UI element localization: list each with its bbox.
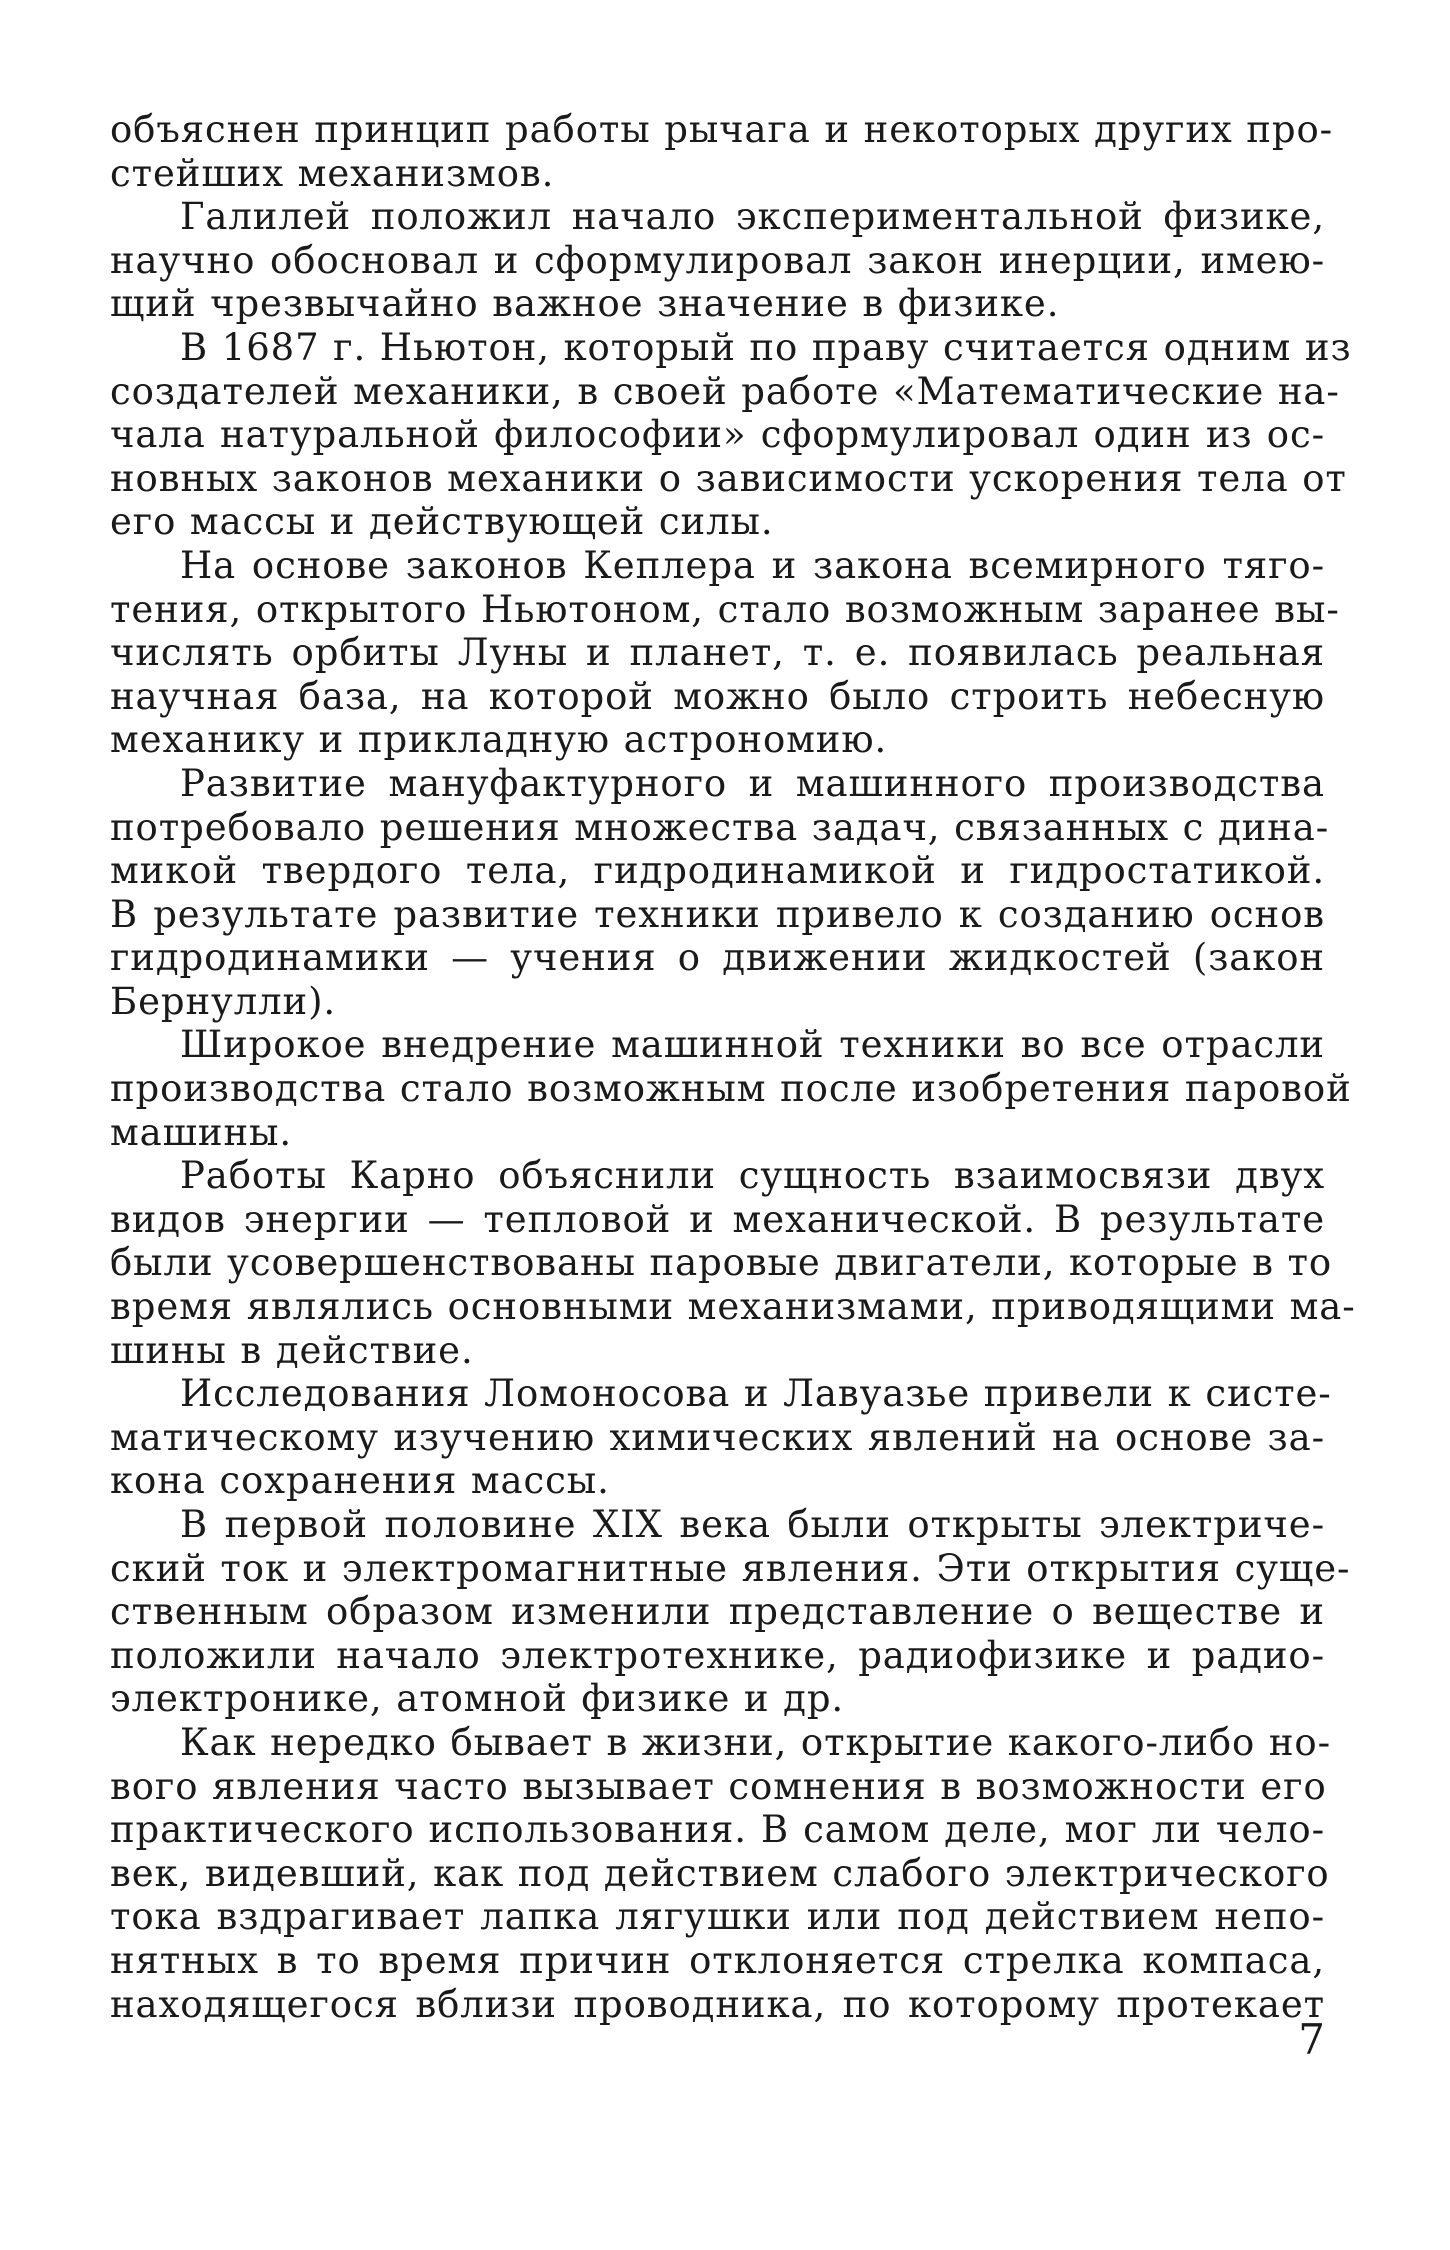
paragraph [110, 543, 1340, 762]
text-line: электронике, атомной физике и др. [110, 1677, 845, 1721]
text-line: Работы Карно объяснили сущность взаимосвязи двух [180, 1154, 1325, 1198]
paragraph [110, 761, 1330, 1024]
text-line: В результате развитие техники привело к созданию основ [110, 892, 1325, 936]
text-line: На основе законов Кеплера и закона всемирного тяго- [180, 543, 1325, 587]
page-body [110, 108, 1356, 2026]
text-line: Бернулли). [110, 979, 337, 1023]
text-line: машины. [110, 1110, 293, 1154]
text-line: Развитие мануфактурного и машинного производства [180, 761, 1325, 805]
paragraph [110, 1503, 1351, 1721]
paragraph [110, 1372, 1332, 1503]
page-number: 7 [1298, 2015, 1325, 2064]
text-line: микой твердого тела, гидродинамикой и гидростатикой. [110, 849, 1325, 893]
text-line: научная база, на которой можно было строить небесную [110, 674, 1325, 718]
text-line: потребовало решения множества задач, связанных с дина- [110, 805, 1330, 849]
paragraph [110, 108, 1334, 195]
text-line: создателей механики, в своей работе «Математические на- [110, 369, 1340, 413]
text-line: матическому изучению химических явлений на основе за- [110, 1415, 1325, 1459]
text-line: числять орбиты Луны и планет, т. е. появилась реальная [110, 631, 1325, 675]
text-line: ский ток и электромагнитные явления. Эти открытия суще- [110, 1546, 1351, 1590]
text-line: гидродинамики — учения о движении жидкостей (закон [110, 936, 1325, 980]
text-line: механику и прикладную астрономию. [110, 718, 888, 762]
paragraph [110, 1720, 1331, 2026]
text-line: Как нередко бывает в жизни, открытие какого-либо но- [180, 1720, 1331, 1764]
paragraph [110, 325, 1352, 544]
text-line: время являлись основными механизмами, приводящими ма- [110, 1285, 1356, 1329]
text-line: новных законов механики о зависимости ускорения тела от [110, 456, 1347, 500]
text-line: чала натуральной философии» сформулировал один из ос- [110, 413, 1325, 457]
text-line: Широкое внедрение машинной техники во все отрасли [180, 1023, 1325, 1067]
text-line: его массы и действующей силы. [110, 500, 774, 544]
text-line: объяснен принцип работы рычага и некоторых других про- [110, 108, 1334, 151]
text-line: положили начало электротехнике, радиофизике и радио- [110, 1633, 1325, 1677]
text-line: В 1687 г. Ньютон, который по праву считается одним из [180, 325, 1352, 369]
text-line: В первой половине XIX века были открыты электриче- [180, 1503, 1325, 1546]
text-line: вого явления часто вызывает сомнения в возможности его [110, 1764, 1327, 1808]
text-line: щий чрезвычайно важное значение в физике. [110, 282, 1060, 326]
text-line: тока вздрагивает лапка лягушки или под действием непо- [110, 1895, 1325, 1939]
text-line: находящегося вблизи проводника, по которому протекает [110, 1982, 1325, 2026]
text-line: нятных в то время причин отклоняется стрелка компаса, [110, 1938, 1325, 1982]
text-line: стейших механизмов. [110, 151, 555, 195]
paragraph [110, 1023, 1352, 1154]
paragraph [110, 195, 1325, 326]
text-line: научно обосновал и сформулировал закон инерции, имею- [110, 238, 1325, 282]
text-line: век, видевший, как под действием слабого электрического [110, 1851, 1330, 1895]
text-line: Исследования Ломоносова и Лавуазье привели к систе- [180, 1372, 1332, 1416]
text-line: практического использования. В самом деле, мог ли чело- [110, 1808, 1325, 1852]
text-line: тения, открытого Ньютоном, стало возможным заранее вы- [110, 587, 1340, 631]
text-line: кона сохранения массы. [110, 1459, 610, 1503]
text-line: ственным образом изменили представление о веществе и [110, 1590, 1325, 1634]
text-line: производства стало возможным после изобретения паровой [110, 1067, 1352, 1111]
text-line: видов энергии — тепловой и механической. В результате [110, 1197, 1325, 1241]
text-line: были усовершенствованы паровые двигатели, которые в то [110, 1241, 1333, 1285]
text-line: шины в действие. [110, 1328, 474, 1372]
text-line: Галилей положил начало экспериментальной физике, [180, 195, 1325, 239]
paragraph [110, 1154, 1356, 1372]
